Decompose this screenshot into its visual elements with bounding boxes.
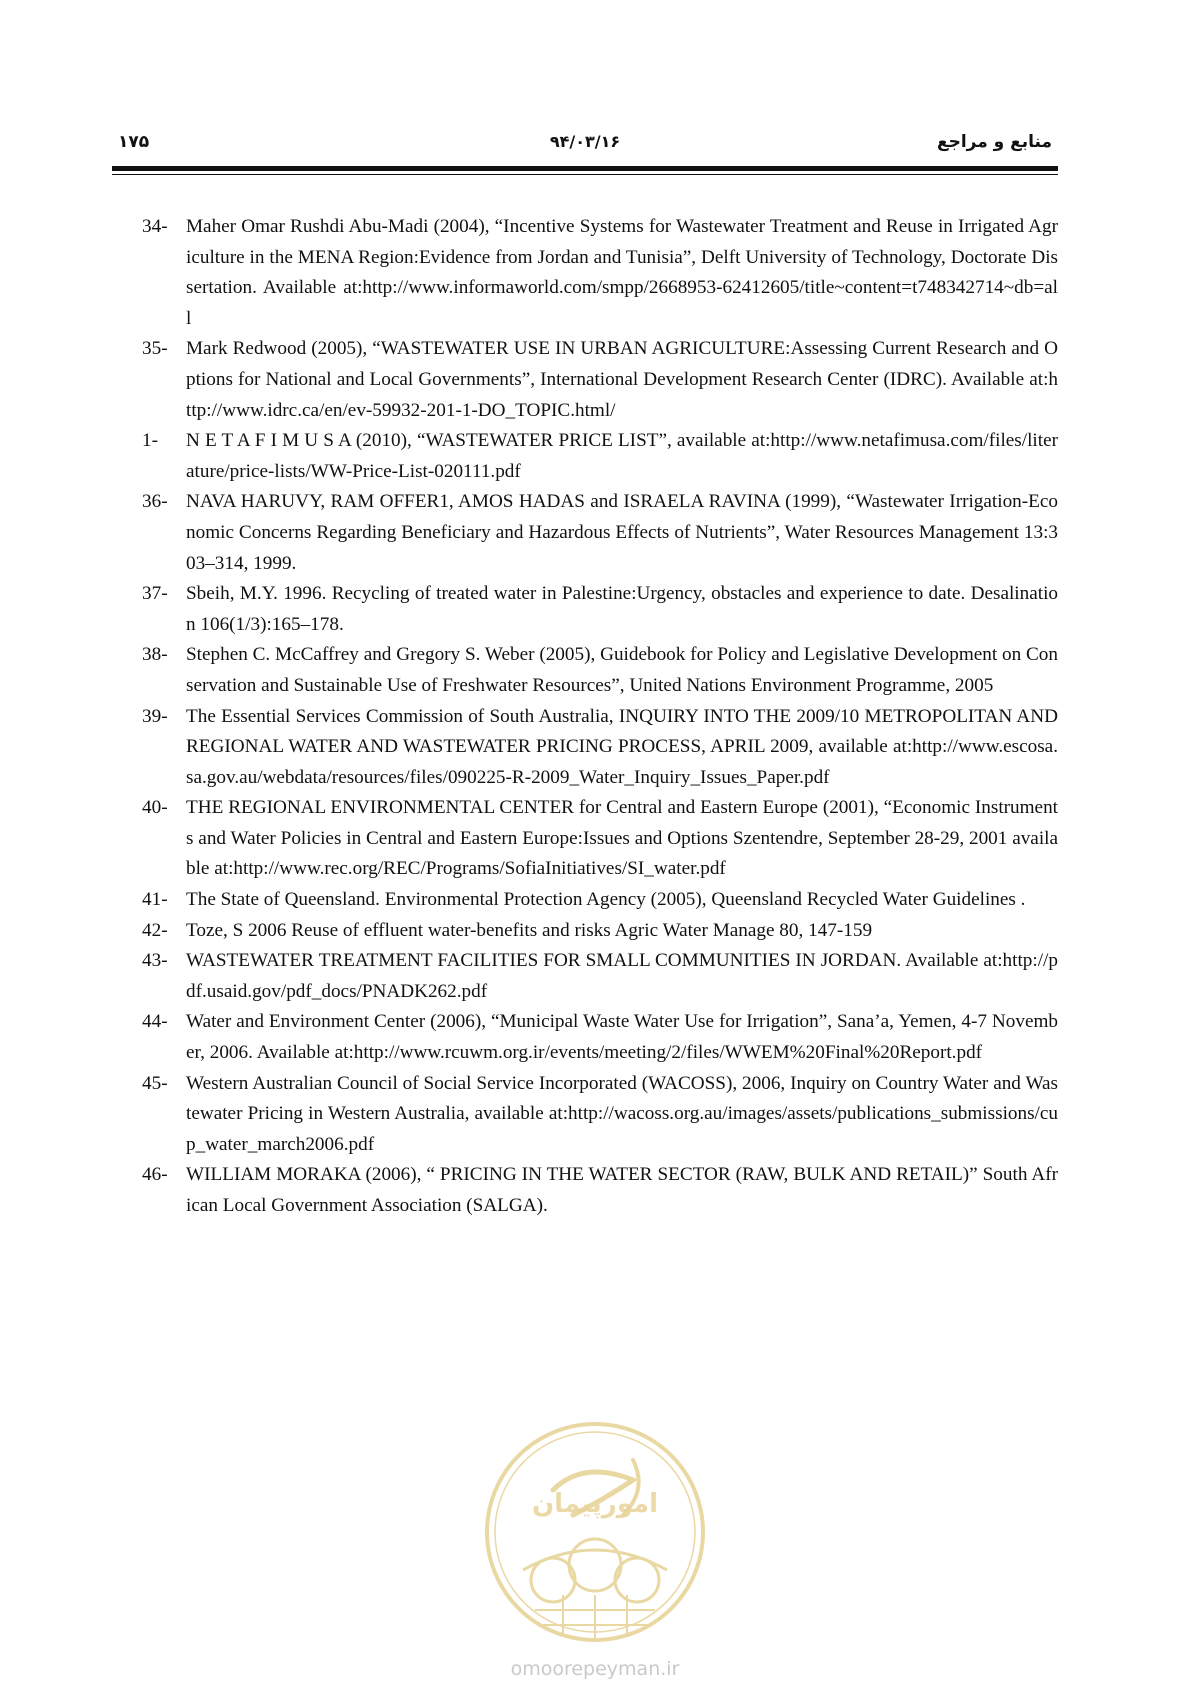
reference-number: 44- (142, 1011, 168, 1033)
reference-text: Toze, S 2006 Reuse of effluent water-benefits and risks Agric Water Manage 80, 147-159 (186, 919, 873, 941)
reference-text: Sbeih, M.Y. 1996. Recycling of treated water in Palestine:Urgency, obstacles and experience to date. Desalination 106(1/3):165–178. (186, 583, 1058, 635)
reference-number: 46- (142, 1164, 168, 1186)
reference-list (142, 212, 1058, 1222)
reference-item (142, 426, 1058, 487)
header-rule-thick (112, 166, 1058, 171)
reference-text: Stephen C. McCaffrey and Gregory S. Weber (2005), Guidebook for Policy and Legislative Development on Conservation and Sustainable Use of Freshwater Resources”, United Nations Environment Programme, 2005 (186, 644, 1058, 696)
reference-number: 1- (142, 430, 158, 452)
reference-text: Western Australian Council of Social Service Incorporated (WACOSS), 2006, Inquiry on Country Water and Wastewater Pricing in Western Australia, available at:http://wacoss.org.au/images/assets/publications_submissions/cup_water_march2006.pdf (186, 1072, 1058, 1155)
reference-text: Water and Environment Center (2006), “Municipal Waste Water Use for Irrigation”, Sana’a, Yemen, 4-7 November, 2006. Available at:http://www.rcuwm.org.ir/events/meeting/2/files/WWEM%20Final%20Report.pdf (186, 1011, 1058, 1064)
reference-text: The Essential Services Commission of South Australia, INQUIRY INTO THE 2009/10 METROPOLITAN AND REGIONAL WATER AND WASTEWATER PRICING PROCESS, APRIL 2009, available at:http://www.escosa.sa.gov.au/webdata/resources/files/090225-R-2009_Water_Inquiry_Issues_Paper.pdf (186, 705, 1058, 788)
reference-item (142, 1160, 1058, 1221)
reference-number: 39- (142, 705, 168, 727)
reference-item (142, 640, 1058, 701)
reference-text: WILLIAM MORAKA (2006), “ PRICING IN THE WATER SECTOR (RAW, BULK AND RETAIL)” South African Local Government Association (SALGA). (186, 1164, 1058, 1216)
reference-number: 42- (142, 919, 168, 941)
reference-item (142, 487, 1058, 579)
header-rule-thin (112, 174, 1058, 175)
reference-number: 41- (142, 889, 168, 911)
reference-text: N E T A F I M U S A (2010), “WASTEWATER PRICE LIST”, available at:http://www.netafimusa.com/files/literature/price-lists/WW-Price-List-020111.pdf (186, 430, 1058, 482)
reference-number: 34- (142, 216, 168, 237)
header-date: ۹۴/۰۳/۱۶ (549, 132, 621, 151)
seal-text: امورپیمان (531, 1489, 659, 1519)
reference-number: 36- (142, 491, 168, 513)
reference-number: 38- (142, 644, 168, 666)
reference-item (142, 579, 1058, 640)
section-title: منابع و مراجع (936, 132, 1052, 152)
reference-item (142, 334, 1058, 426)
reference-text: Mark Redwood (2005), “WASTEWATER USE IN URBAN AGRICULTURE:Assessing Current Research and Options for National and Local Governments”, International Development Research Center (IDRC). Available at:http://www.idrc.ca/en/ev-59932-201-1-DO_TOPIC.html/ (186, 338, 1058, 421)
reference-item (142, 702, 1058, 794)
reference-text: WASTEWATER TREATMENT FACILITIES FOR SMALL COMMUNITIES IN JORDAN. Available at:http://pdf.usaid.gov/pdf_docs/PNADK262.pdf (186, 950, 1058, 1002)
reference-text: NAVA HARUVY, RAM OFFER1, AMOS HADAS and ISRAELA RAVINA (1999), “Wastewater Irrigation-Economic Concerns Regarding Beneficiary and Hazardous Effects of Nutrients”, Water Resources Management 13:303–314, 1999. (186, 491, 1058, 574)
reference-item (142, 1007, 1058, 1068)
reference-number: 45- (142, 1072, 168, 1094)
page-header (112, 128, 1058, 168)
reference-item (142, 885, 1058, 916)
reference-number: 35- (142, 338, 168, 360)
reference-text: The State of Queensland. Environmental Protection Agency (2005), Queensland Recycled Water Guidelines . (186, 889, 1026, 911)
reference-number: 37- (142, 583, 168, 605)
reference-item (142, 793, 1058, 885)
reference-item (142, 946, 1058, 1007)
reference-number: 40- (142, 797, 168, 819)
reference-text: THE REGIONAL ENVIRONMENTAL CENTER for Central and Eastern Europe (2001), “Economic Instruments and Water Policies in Central and Eastern Europe:Issues and Options Szentendre, September 28-29, 2001 available at:http://www.rec.org/REC/Programs/SofiaInitiatives/SI_water.pdf (186, 797, 1058, 880)
reference-item (142, 916, 1058, 947)
reference-number: 43- (142, 950, 168, 972)
site-watermark: omoorepeyman.ir (510, 1658, 680, 1680)
reference-text: Maher Omar Rushdi Abu-Madi (2004), “Incentive Systems for Wastewater Treatment and Reuse in Irrigated Agriculture in the MENA Region:Evidence from Jordan and Tunisia”, Delft University of Technology, Doctorate Dissertation. Available at:http://www.informaworld.com/smpp/2668953-62412605/title~content=t748342714~db=all (186, 216, 1058, 329)
reference-item (142, 1069, 1058, 1161)
reference-item (142, 212, 1058, 334)
seal-logo (483, 1420, 707, 1644)
page-number: ۱۷۵ (118, 132, 150, 152)
